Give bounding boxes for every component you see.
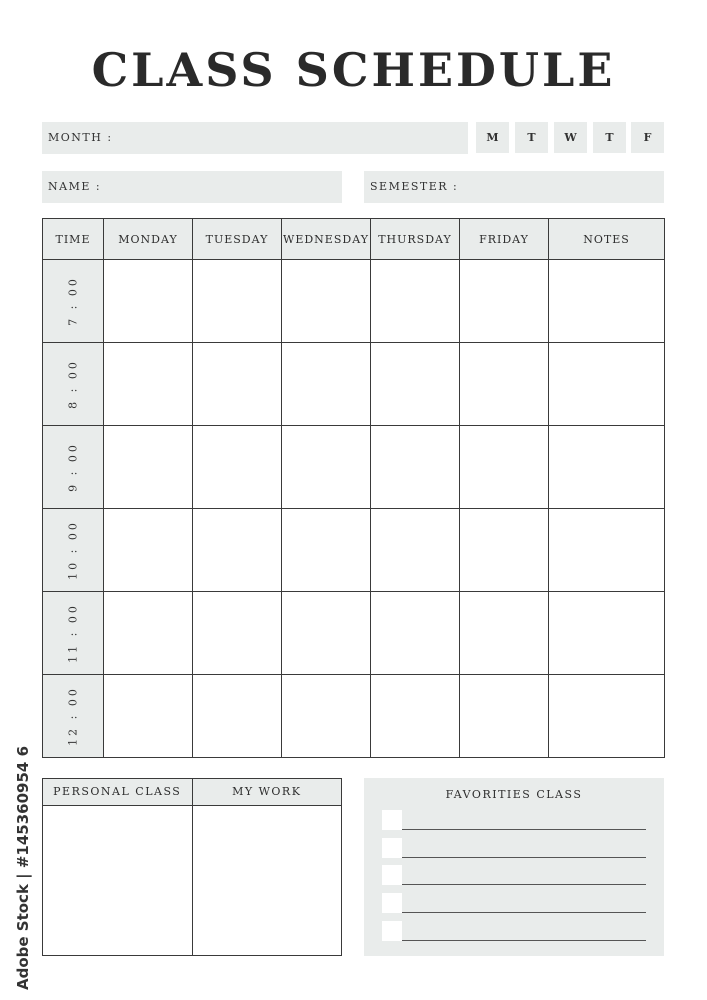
day-box-tuesday[interactable]: T bbox=[515, 122, 548, 153]
my-work-header: MY WORK bbox=[193, 779, 342, 806]
schedule-cell[interactable] bbox=[104, 426, 193, 509]
notes-cell[interactable] bbox=[549, 343, 665, 426]
table-row bbox=[43, 343, 665, 426]
stock-credit bbox=[12, 745, 34, 991]
header-notes: NOTES bbox=[549, 219, 665, 260]
write-line[interactable] bbox=[402, 857, 646, 858]
notes-cell[interactable] bbox=[549, 592, 665, 675]
checkbox[interactable] bbox=[382, 810, 402, 830]
table-row bbox=[43, 509, 665, 592]
schedule-cell[interactable] bbox=[282, 592, 371, 675]
notes-cell[interactable] bbox=[549, 675, 665, 758]
schedule-cell[interactable] bbox=[104, 343, 193, 426]
semester-field[interactable] bbox=[364, 171, 664, 203]
time-label: 11 : 00 bbox=[66, 603, 80, 663]
my-work-column bbox=[192, 779, 342, 955]
schedule-cell[interactable] bbox=[104, 509, 193, 592]
notes-cell[interactable] bbox=[549, 509, 665, 592]
personal-work-panel bbox=[42, 778, 342, 956]
schedule-cell[interactable] bbox=[460, 260, 549, 343]
time-label: 9 : 00 bbox=[66, 442, 80, 492]
schedule-cell[interactable] bbox=[371, 343, 460, 426]
checkbox[interactable] bbox=[382, 921, 402, 941]
day-box-monday[interactable]: M bbox=[476, 122, 509, 153]
personal-class-header: PERSONAL CLASS bbox=[43, 779, 192, 806]
schedule-cell[interactable] bbox=[282, 675, 371, 758]
time-cell bbox=[43, 260, 104, 343]
name-label: NAME : bbox=[48, 180, 102, 193]
schedule-cell[interactable] bbox=[460, 509, 549, 592]
schedule-cell[interactable] bbox=[460, 343, 549, 426]
write-line[interactable] bbox=[402, 829, 646, 830]
month-label: MONTH : bbox=[48, 131, 113, 144]
schedule-cell[interactable] bbox=[282, 260, 371, 343]
day-box-wednesday[interactable]: W bbox=[554, 122, 587, 153]
schedule-cell[interactable] bbox=[371, 675, 460, 758]
write-line[interactable] bbox=[402, 940, 646, 941]
checkbox[interactable] bbox=[382, 893, 402, 913]
schedule-cell[interactable] bbox=[104, 675, 193, 758]
header-time: TIME bbox=[43, 219, 104, 260]
name-field[interactable] bbox=[42, 171, 342, 203]
favorite-row bbox=[382, 838, 646, 858]
favorite-row bbox=[382, 921, 646, 941]
time-cell bbox=[43, 592, 104, 675]
personal-class-area[interactable] bbox=[43, 806, 192, 955]
time-cell bbox=[43, 426, 104, 509]
schedule-cell[interactable] bbox=[193, 592, 282, 675]
schedule-cell[interactable] bbox=[104, 260, 193, 343]
checkbox[interactable] bbox=[382, 865, 402, 885]
semester-label: SEMESTER : bbox=[370, 180, 459, 193]
time-cell bbox=[43, 343, 104, 426]
schedule-cell[interactable] bbox=[193, 509, 282, 592]
schedule-grid bbox=[42, 218, 665, 758]
day-box-friday[interactable]: F bbox=[631, 122, 664, 153]
schedule-cell[interactable] bbox=[371, 509, 460, 592]
schedule-cell[interactable] bbox=[371, 260, 460, 343]
month-field[interactable] bbox=[42, 122, 468, 154]
grid-header-row bbox=[43, 219, 665, 260]
stock-credit-text: Adobe Stock | #145360954 6 bbox=[14, 745, 32, 991]
favorites-panel bbox=[364, 778, 664, 956]
header-monday: MONDAY bbox=[104, 219, 193, 260]
schedule-cell[interactable] bbox=[193, 260, 282, 343]
schedule-cell[interactable] bbox=[193, 426, 282, 509]
schedule-cell[interactable] bbox=[282, 509, 371, 592]
time-cell bbox=[43, 509, 104, 592]
schedule-cell[interactable] bbox=[282, 426, 371, 509]
schedule-cell[interactable] bbox=[193, 343, 282, 426]
table-row bbox=[43, 260, 665, 343]
header-thursday: THURSDAY bbox=[371, 219, 460, 260]
my-work-area[interactable] bbox=[193, 806, 342, 955]
header-wednesday: WEDNESDAY bbox=[282, 219, 371, 260]
schedule-cell[interactable] bbox=[371, 426, 460, 509]
time-label: 10 : 00 bbox=[66, 520, 80, 580]
write-line[interactable] bbox=[402, 912, 646, 913]
schedule-cell[interactable] bbox=[371, 592, 460, 675]
schedule-cell[interactable] bbox=[104, 592, 193, 675]
favorite-row bbox=[382, 865, 646, 885]
favorites-header: FAVORITIES CLASS bbox=[445, 788, 583, 801]
schedule-cell[interactable] bbox=[193, 675, 282, 758]
schedule-cell[interactable] bbox=[460, 426, 549, 509]
favorite-row bbox=[382, 810, 646, 830]
write-line[interactable] bbox=[402, 884, 646, 885]
favorite-row bbox=[382, 893, 646, 913]
header-tuesday: TUESDAY bbox=[193, 219, 282, 260]
time-label: 7 : 00 bbox=[66, 276, 80, 326]
header-friday: FRIDAY bbox=[460, 219, 549, 260]
time-cell bbox=[43, 675, 104, 758]
table-row bbox=[43, 592, 665, 675]
personal-class-column bbox=[43, 779, 192, 955]
schedule-cell[interactable] bbox=[460, 675, 549, 758]
table-row bbox=[43, 426, 665, 509]
time-label: 8 : 00 bbox=[66, 359, 80, 409]
checkbox[interactable] bbox=[382, 838, 402, 858]
notes-cell[interactable] bbox=[549, 260, 665, 343]
page-title: CLASS SCHEDULE bbox=[91, 43, 616, 97]
day-box-thursday[interactable]: T bbox=[593, 122, 626, 153]
table-row bbox=[43, 675, 665, 758]
schedule-cell[interactable] bbox=[460, 592, 549, 675]
notes-cell[interactable] bbox=[549, 426, 665, 509]
schedule-cell[interactable] bbox=[282, 343, 371, 426]
time-label: 12 : 00 bbox=[66, 686, 80, 746]
